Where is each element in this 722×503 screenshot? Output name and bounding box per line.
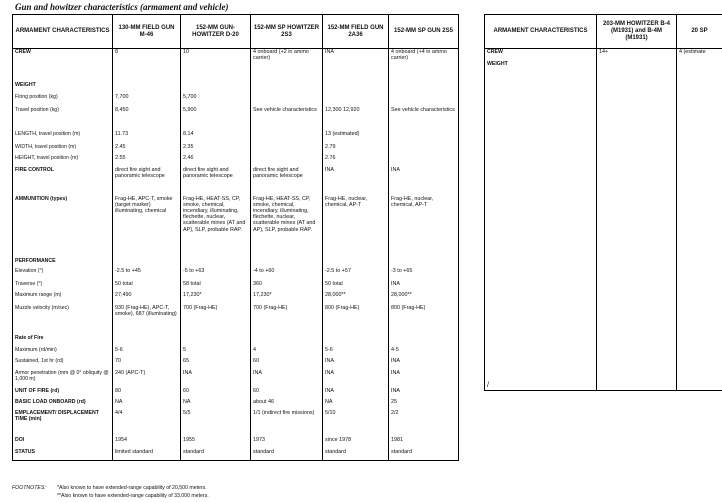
page-title: Gun and howitzer characteristics (armament and vehicle) — [15, 2, 229, 12]
table-cell: INA — [389, 281, 459, 292]
margin-mark: / — [487, 382, 489, 389]
header-label-column: ARMAMENT CHARACTERISTICS — [485, 15, 597, 49]
table-cell — [251, 94, 323, 107]
table-cell: 70 — [113, 358, 181, 370]
table-cell: about 46 — [251, 399, 323, 410]
table-cell: direct fire sight and panoramic telescope — [113, 167, 181, 196]
table-cell — [251, 155, 323, 167]
table-row — [13, 388, 459, 399]
main-characteristics-table — [12, 14, 459, 461]
table-cell: 50 total — [113, 281, 181, 292]
table-row — [13, 281, 459, 292]
table-cell: 8 — [113, 49, 181, 76]
table-cell — [251, 131, 323, 144]
table-row — [13, 370, 459, 388]
table-cell: 1955 — [181, 437, 251, 449]
row-label: CREW — [487, 49, 503, 55]
table-cell: 2.35 — [181, 144, 251, 155]
table-row — [485, 49, 722, 61]
table-row — [13, 107, 459, 131]
table-cell — [251, 82, 323, 94]
table-cell: 240 (APC-T) — [113, 370, 181, 388]
row-label: LENGTH, travel position (m) — [15, 130, 81, 137]
table-cell: limited standard — [113, 449, 181, 461]
header-column-2: 20 SP — [677, 15, 722, 49]
table-cell: 4 (estimate — [677, 49, 722, 61]
table-cell: INA — [389, 388, 459, 399]
table-cell: 5,900 — [181, 107, 251, 131]
table-cell: 2.46 — [181, 155, 251, 167]
table-cell: 14+ — [597, 49, 677, 61]
table-cell: 4 — [251, 347, 323, 358]
table-cell: INA — [323, 358, 389, 370]
table-cell — [389, 144, 459, 155]
table-row — [13, 449, 459, 461]
table-cell: 360 — [251, 281, 323, 292]
header-column-5: 152-MM SP GUN 2S5 — [389, 15, 459, 49]
table-cell: 10 — [181, 49, 251, 76]
table-cell: direct fire sight and panoramic telescope — [181, 167, 251, 196]
table-cell: INA — [323, 49, 389, 76]
table-cell: standard — [323, 449, 389, 461]
table-cell: 60 — [181, 388, 251, 399]
table-cell: Frag-HE, HEAT-SS, CP, smoke, chemical, incendiary, illuminating, flechette, nuclear, scatterable mines (AT and AP), SLP, probable RAP. — [181, 196, 251, 258]
table-cell: 800 (Frag-HE) — [323, 305, 389, 335]
table-cell: 5 — [181, 347, 251, 358]
table-cell — [389, 82, 459, 94]
table-cell: since 1978 — [323, 437, 389, 449]
header-column-1: 203-MM HOWITZER B-4 (M1931) and B-4M (M1931) — [597, 15, 677, 49]
row-label: Maximum (rd/min) — [15, 346, 57, 353]
footnotes — [12, 484, 209, 500]
table-cell: 8,450 — [113, 107, 181, 131]
table-cell: INA — [323, 370, 389, 388]
table-cell — [389, 258, 459, 268]
row-label: Elevation (°) — [15, 267, 44, 274]
row-label: EMPLACEMENT/ DISPLACEMENT TIME (min) — [15, 409, 99, 422]
table-cell: 1973 — [251, 437, 323, 449]
table-cell: 5-6 — [323, 347, 389, 358]
row-label: UNIT OF FIRE (rd) — [15, 387, 60, 394]
table-cell: 4 onboard (+4 in ammo carrier) — [389, 49, 459, 76]
table-row — [13, 358, 459, 370]
table-cell: See vehicle characteristics — [389, 107, 459, 131]
row-label: BASIC LOAD ONBOARD (rd) — [15, 398, 86, 405]
table-cell: 28,000** — [323, 292, 389, 305]
row-label: Sustained, 1st hr (rd) — [15, 357, 64, 364]
table-cell: 80 — [113, 388, 181, 399]
side-characteristics-table — [484, 14, 722, 391]
table-cell — [323, 335, 389, 347]
table-cell: INA — [181, 370, 251, 388]
table-cell: Frag-HE, HEAT-SS, CP, smoke, chemical, incendiary, illuminating, flechette, nuclear, scatterable mines (AT and AP), SLP, probable RAP. — [251, 196, 323, 258]
header-column-2: 152-MM GUN-HOWITZER D-20 — [181, 15, 251, 49]
table-row — [13, 399, 459, 410]
table-cell: 4 onboard (+2 in ammo carrier) — [251, 49, 323, 76]
table-cell: 13 (estimated) — [323, 131, 389, 144]
table-row — [13, 258, 459, 268]
table-cell: 12,300 12,920 — [323, 107, 389, 131]
table-cell: 8.14 — [181, 131, 251, 144]
table-cell: 7,700 — [113, 94, 181, 107]
header-column-1: 130-MM FIELD GUN M-46 — [113, 15, 181, 49]
table-cell: 25 — [389, 399, 459, 410]
table-cell: 5,700 — [181, 94, 251, 107]
row-label: Maximum range (m) — [15, 291, 62, 298]
table-cell — [323, 82, 389, 94]
table-cell — [251, 335, 323, 347]
table-cell: 930 (Frag-HE), APC-T, smoke), 687 (illuminating) — [113, 305, 181, 335]
table-cell: 58 total — [181, 281, 251, 292]
table-cell — [677, 61, 722, 391]
table-cell: 5/10 — [323, 410, 389, 437]
row-label: AMMUNITION (types) — [15, 195, 68, 202]
table-row — [13, 82, 459, 94]
table-cell: INA — [323, 167, 389, 196]
table-row — [13, 49, 459, 76]
table-cell — [251, 258, 323, 268]
table-cell: 27,490 — [113, 292, 181, 305]
table-cell: 2/2 — [389, 410, 459, 437]
table-row — [13, 196, 459, 258]
table-row — [13, 131, 459, 144]
table-cell: standard — [251, 449, 323, 461]
table-cell: -3 to +65 — [389, 268, 459, 281]
table-cell: INA — [323, 388, 389, 399]
table-row — [485, 61, 722, 391]
table-cell — [389, 335, 459, 347]
table-cell: 4-5 — [389, 347, 459, 358]
table-cell: 11.73 — [113, 131, 181, 144]
table-cell: Frag-HE, nuclear, chemical, AP-T — [323, 196, 389, 258]
table-cell — [323, 258, 389, 268]
row-label: Firing position (kg) — [15, 93, 58, 100]
table-cell: 50 total — [323, 281, 389, 292]
row-label: HEIGHT, travel position (m) — [15, 154, 79, 161]
table-cell: -4 to +60 — [251, 268, 323, 281]
row-label: STATUS — [15, 448, 35, 455]
table-cell — [251, 144, 323, 155]
table-cell: 4/4 — [113, 410, 181, 437]
row-label: WEIGHT — [487, 60, 508, 67]
table-row — [13, 94, 459, 107]
table-cell: INA — [389, 167, 459, 196]
table-cell: INA — [251, 370, 323, 388]
table-cell: Frag-HE, APC-T, smoke (target marker) illuminating, chemical — [113, 196, 181, 258]
table-cell: -5 to +63 — [181, 268, 251, 281]
table-cell — [389, 94, 459, 107]
table-cell: 2.76 — [323, 155, 389, 167]
table-cell: direct fire sight and panoramic telescope — [251, 167, 323, 196]
table-row — [13, 155, 459, 167]
row-label: PERFORMANCE — [15, 257, 56, 264]
table-row — [13, 437, 459, 449]
table-row — [13, 167, 459, 196]
table-cell: 2.55 — [113, 155, 181, 167]
table-cell: 17,230* — [181, 292, 251, 305]
table-cell: 700 (Frag-HE) — [251, 305, 323, 335]
table-cell — [181, 82, 251, 94]
table-cell: Frag-HE, nuclear, chemical, AP-T — [389, 196, 459, 258]
table-cell — [113, 258, 181, 268]
table-cell — [113, 82, 181, 94]
row-label: Traverse (°) — [15, 280, 43, 287]
row-label: FIRE CONTROL — [15, 166, 54, 173]
header-column-4: 152-MM FIELD GUN 2A36 — [323, 15, 389, 49]
row-label: WIDTH, travel position (m) — [15, 143, 77, 150]
table-cell: 1/1 (indirect fire missions) — [251, 410, 323, 437]
table-cell: 1954 — [113, 437, 181, 449]
table-row — [13, 144, 459, 155]
row-label: Muzzle velocity (m/sec) — [15, 304, 69, 311]
table-cell: 700 (Frag-HE) — [181, 305, 251, 335]
table-cell: 800 (Frag-HE) — [389, 305, 459, 335]
table-cell: NA — [323, 399, 389, 410]
footnotes-label: FOOTNOTES: — [12, 485, 46, 491]
table-cell: 5/5 — [181, 410, 251, 437]
table-cell: -2.5 to +57 — [323, 268, 389, 281]
table-row — [13, 292, 459, 305]
table-cell — [597, 61, 677, 391]
table-cell — [389, 155, 459, 167]
table-cell — [389, 131, 459, 144]
table-cell — [181, 335, 251, 347]
header-label-column: ARMAMENT CHARACTERISTICS — [13, 15, 113, 49]
table-cell: NA — [181, 399, 251, 410]
row-label: WEIGHT — [15, 81, 36, 88]
row-label: Rate of Fire — [15, 334, 44, 341]
table-cell: standard — [389, 449, 459, 461]
footnote-2: **Also known to have extended-range capability of 33,000 meters. — [57, 493, 209, 499]
table-row — [13, 410, 459, 437]
table-cell: NA — [113, 399, 181, 410]
table-cell: 28,000** — [389, 292, 459, 305]
table-cell: -2.5 to +45 — [113, 268, 181, 281]
table-row — [13, 347, 459, 358]
table-row — [13, 305, 459, 335]
header-column-3: 152-MM SP HOWITZER 2S3 — [251, 15, 323, 49]
table-row — [13, 268, 459, 281]
table-row — [13, 335, 459, 347]
table-cell: 17,230* — [251, 292, 323, 305]
row-label: DOI — [15, 436, 25, 443]
table-cell: INA — [389, 370, 459, 388]
table-cell — [113, 335, 181, 347]
table-cell: 2.45 — [113, 144, 181, 155]
table-cell — [181, 258, 251, 268]
row-label: CREW — [15, 49, 31, 55]
row-label: Travel position (kg) — [15, 106, 59, 113]
table-cell: See vehicle characteristics — [251, 107, 323, 131]
table-cell: 5-6 — [113, 347, 181, 358]
table-cell — [323, 94, 389, 107]
table-cell: 2.79 — [323, 144, 389, 155]
table-cell: INA — [389, 358, 459, 370]
row-label: Armor penetration (mm @ 0° obliquity @ 1,000 m) — [15, 369, 109, 382]
table-cell: 1981 — [389, 437, 459, 449]
table-cell: 60 — [251, 388, 323, 399]
footnote-1: *Also known to have extended-range capability of 20,500 meters. — [57, 485, 207, 491]
table-cell: 60 — [251, 358, 323, 370]
table-cell: standard — [181, 449, 251, 461]
table-cell: 65 — [181, 358, 251, 370]
